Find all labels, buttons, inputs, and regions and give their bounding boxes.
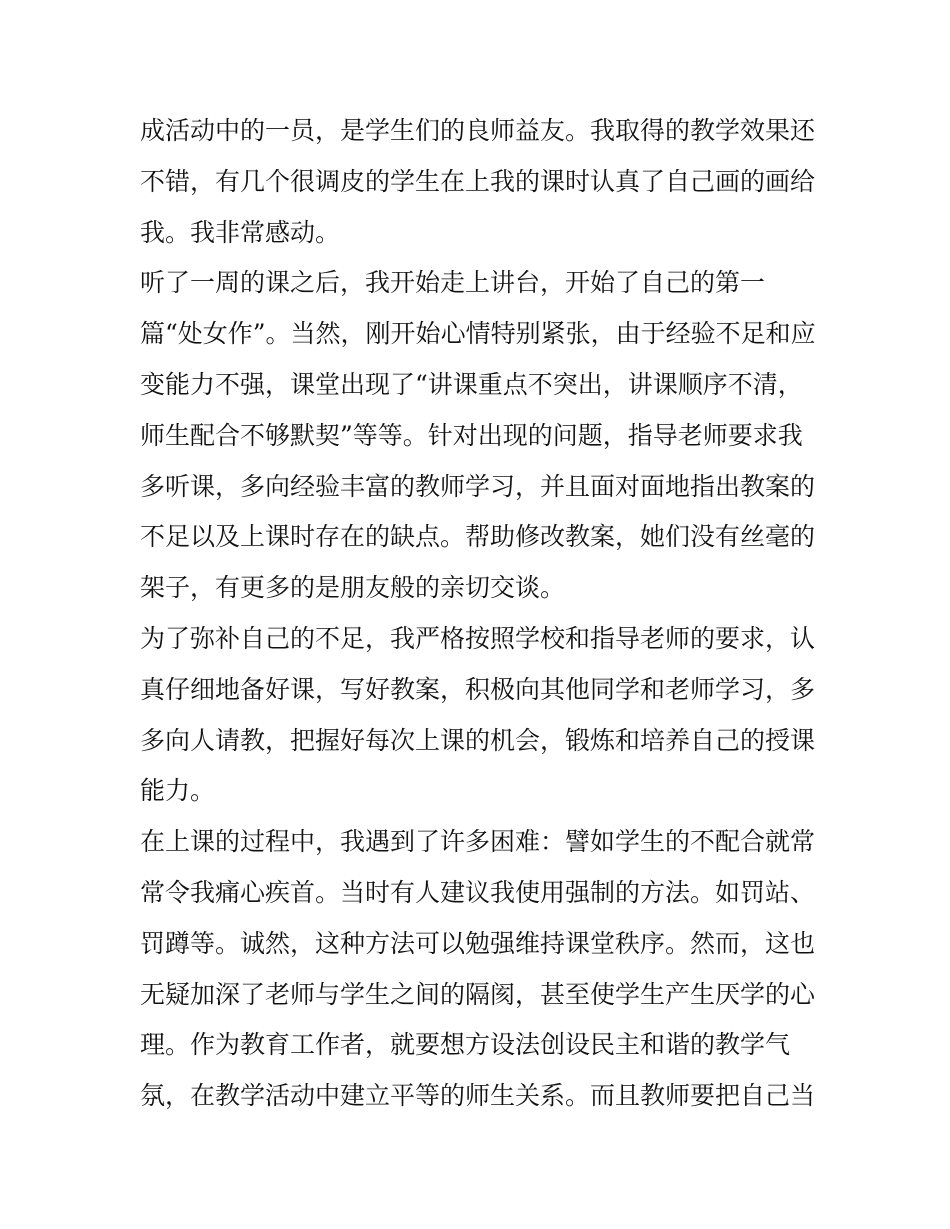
text-line: 不错，有几个很调皮的学生在上我的课时认真了自己画的画给 — [140, 166, 816, 196]
text-line: 为了弥补自己的不足，我严格按照学校和指导老师的要求，认 — [140, 623, 816, 653]
text-line: 罚蹲等。诚然，这种方法可以勉强维持课堂秩序。然而，这也 — [140, 928, 816, 958]
text-line: 成活动中的一员，是学生们的良师益友。我取得的教学效果还 — [140, 116, 816, 145]
text-line: 多向人请教，把握好每次上课的机会，锻炼和培养自己的授课 — [140, 725, 816, 755]
text-line: 氛，在教学活动中建立平等的师生关系。而且教师要把自己当 — [140, 1081, 816, 1111]
text-line: 听了一周的课之后，我开始走上讲台，开始了自己的第一 — [140, 268, 766, 298]
body-text — [140, 106, 820, 1122]
text-line: 变能力不强，课堂出现了“讲课重点不突出，讲课顺序不清， — [140, 369, 803, 399]
text-line: 我。我非常感动。 — [140, 217, 341, 247]
text-line: 能力。 — [140, 776, 216, 806]
text-line: 多听课，多向经验丰富的教师学习，并且面对面地指出教案的 — [140, 471, 816, 501]
text-line: 篇“处女作”。当然，刚开始心情特别紧张，由于经验不足和应 — [140, 319, 816, 349]
text-line: 理。作为教育工作者，就要想方设法创设民主和谐的教学气 — [140, 1030, 791, 1060]
text-line: 不足以及上课时存在的缺点。帮助修改教案，她们没有丝毫的 — [140, 522, 816, 552]
text-line: 常令我痛心疾首。当时有人建议我使用强制的方法。如罚站、 — [140, 877, 816, 907]
text-line: 师生配合不够默契”等等。针对出现的问题，指导老师要求我 — [140, 420, 803, 450]
text-line: 无疑加深了老师与学生之间的隔阂，甚至使学生产生厌学的心 — [140, 979, 816, 1009]
text-line: 在上课的过程中，我遇到了许多困难：譬如学生的不配合就常 — [140, 827, 816, 857]
text-line: 架子，有更多的是朋友般的亲切交谈。 — [140, 573, 566, 603]
text-line: 真仔细地备好课，写好教案，积极向其他同学和老师学习，多 — [140, 674, 816, 704]
